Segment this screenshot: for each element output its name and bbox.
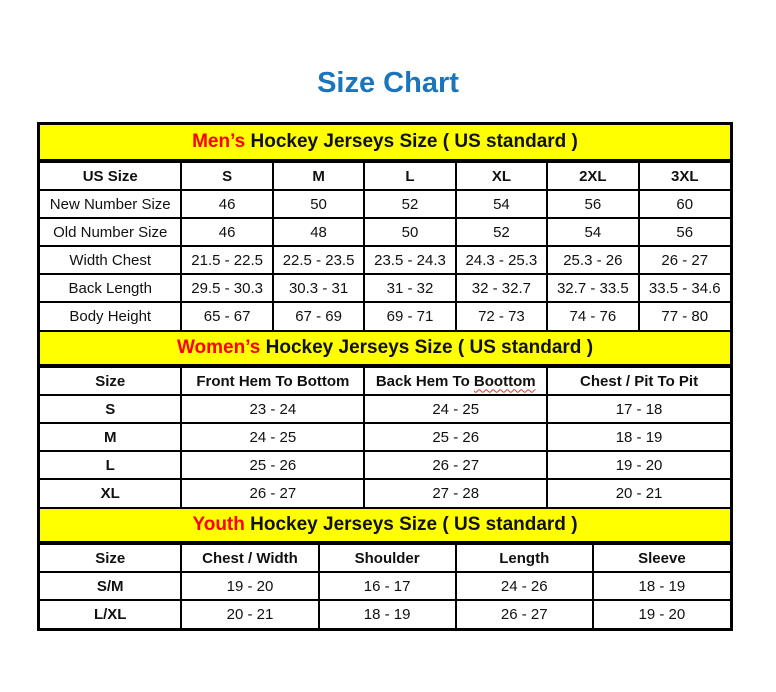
column-header: Chest / Width xyxy=(181,544,318,572)
size-value: 26 - 27 xyxy=(364,451,547,479)
size-value: 20 - 21 xyxy=(181,600,318,628)
row-label: L xyxy=(40,451,181,479)
size-value: 16 - 17 xyxy=(319,572,456,600)
womens-section-header xyxy=(40,330,730,366)
size-value: 56 xyxy=(639,218,730,246)
column-header: M xyxy=(273,162,364,190)
size-value: 23 - 24 xyxy=(181,395,364,423)
size-value: 19 - 20 xyxy=(547,451,730,479)
table-row xyxy=(40,479,730,507)
row-label: M xyxy=(40,423,181,451)
size-value: 25 - 26 xyxy=(181,451,364,479)
size-value: 25.3 - 26 xyxy=(547,246,638,274)
mens-size-section xyxy=(40,125,730,330)
size-value: 54 xyxy=(456,190,547,218)
size-value: 46 xyxy=(181,190,272,218)
page-title: Size Chart xyxy=(317,67,459,99)
header-row xyxy=(40,544,730,572)
row-label: New Number Size xyxy=(40,190,181,218)
size-value: 24 - 26 xyxy=(456,572,593,600)
size-value: 50 xyxy=(273,190,364,218)
row-label: Back Length xyxy=(40,274,181,302)
size-value: 26 - 27 xyxy=(181,479,364,507)
size-value: 17 - 18 xyxy=(547,395,730,423)
youth-section-title: Hockey Jerseys Size ( US standard ) xyxy=(244,514,578,535)
size-value: 22.5 - 23.5 xyxy=(273,246,364,274)
size-value: 24 - 25 xyxy=(181,423,364,451)
column-header: 3XL xyxy=(639,162,730,190)
size-value: 26 - 27 xyxy=(639,246,730,274)
row-label: S/M xyxy=(40,572,181,600)
column-header xyxy=(364,367,547,395)
size-value: 29.5 - 30.3 xyxy=(181,274,272,302)
table-row xyxy=(40,190,730,218)
size-value: 20 - 21 xyxy=(547,479,730,507)
size-value: 65 - 67 xyxy=(181,302,272,330)
size-value: 18 - 19 xyxy=(547,423,730,451)
table-row xyxy=(40,218,730,246)
header-row xyxy=(40,162,730,190)
womens-size-table xyxy=(40,366,730,507)
row-label: L/XL xyxy=(40,600,181,628)
row-label: S xyxy=(40,395,181,423)
table-row xyxy=(40,423,730,451)
column-header-text: Back Hem To xyxy=(375,372,474,390)
table-row xyxy=(40,395,730,423)
table-row xyxy=(40,302,730,330)
row-label: Body Height xyxy=(40,302,181,330)
table-row xyxy=(40,246,730,274)
size-value: 52 xyxy=(364,190,455,218)
row-label: Old Number Size xyxy=(40,218,181,246)
size-value: 32 - 32.7 xyxy=(456,274,547,302)
header-row xyxy=(40,367,730,395)
size-value: 25 - 26 xyxy=(364,423,547,451)
table-row xyxy=(40,572,730,600)
size-value: 69 - 71 xyxy=(364,302,455,330)
size-value: 23.5 - 24.3 xyxy=(364,246,455,274)
size-value: 18 - 19 xyxy=(319,600,456,628)
size-value: 33.5 - 34.6 xyxy=(639,274,730,302)
column-header: Sleeve xyxy=(593,544,730,572)
size-chart-table-group xyxy=(37,122,733,631)
size-value: 50 xyxy=(364,218,455,246)
table-row xyxy=(40,274,730,302)
size-value: 54 xyxy=(547,218,638,246)
row-label: Width Chest xyxy=(40,246,181,274)
size-value: 24 - 25 xyxy=(364,395,547,423)
mens-size-table xyxy=(40,161,730,330)
table-row xyxy=(40,451,730,479)
size-value: 77 - 80 xyxy=(639,302,730,330)
womens-section-highlight: Women’s xyxy=(176,337,261,358)
size-value: 31 - 32 xyxy=(364,274,455,302)
mens-section-title: Hockey Jerseys Size ( US standard ) xyxy=(245,131,578,152)
womens-size-section xyxy=(40,330,730,507)
column-header: Shoulder xyxy=(319,544,456,572)
womens-section-title: Hockey Jerseys Size ( US standard ) xyxy=(260,337,594,358)
youth-section-highlight: Youth xyxy=(192,514,245,535)
mens-section-highlight: Men’s xyxy=(192,131,246,152)
youth-size-section xyxy=(40,507,730,628)
size-value: 74 - 76 xyxy=(547,302,638,330)
size-value: 21.5 - 22.5 xyxy=(181,246,272,274)
column-header: XL xyxy=(456,162,547,190)
column-header: Length xyxy=(456,544,593,572)
row-label: XL xyxy=(40,479,181,507)
table-row xyxy=(40,600,730,628)
size-value: 19 - 20 xyxy=(181,572,318,600)
size-value: 52 xyxy=(456,218,547,246)
column-header: US Size xyxy=(40,162,181,190)
column-header: Size xyxy=(40,544,181,572)
size-value: 24.3 - 25.3 xyxy=(456,246,547,274)
youth-section-header xyxy=(40,507,730,543)
column-header: S xyxy=(181,162,272,190)
column-header: L xyxy=(364,162,455,190)
column-header: Chest / Pit To Pit xyxy=(547,367,730,395)
size-value: 26 - 27 xyxy=(456,600,593,628)
size-value: 27 - 28 xyxy=(364,479,547,507)
misspelled-word: Boottom xyxy=(473,372,536,390)
mens-section-header xyxy=(40,125,730,161)
size-value: 56 xyxy=(547,190,638,218)
size-value: 48 xyxy=(273,218,364,246)
size-value: 46 xyxy=(181,218,272,246)
size-value: 19 - 20 xyxy=(593,600,730,628)
column-header: Front Hem To Bottom xyxy=(181,367,364,395)
column-header: Size xyxy=(40,367,181,395)
youth-size-table xyxy=(40,543,730,628)
size-value: 72 - 73 xyxy=(456,302,547,330)
column-header: 2XL xyxy=(547,162,638,190)
size-value: 30.3 - 31 xyxy=(273,274,364,302)
size-value: 32.7 - 33.5 xyxy=(547,274,638,302)
size-value: 18 - 19 xyxy=(593,572,730,600)
size-value: 67 - 69 xyxy=(273,302,364,330)
size-value: 60 xyxy=(639,190,730,218)
